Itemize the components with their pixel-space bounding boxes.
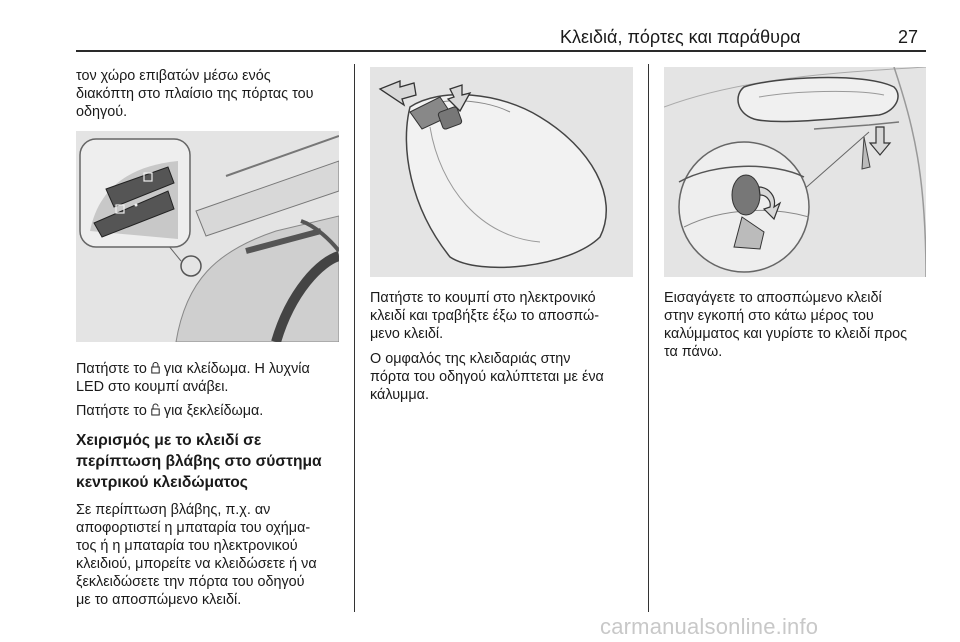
body-line-6: με το αποσπώμενο κλειδί. bbox=[76, 592, 242, 608]
col1-intro-line-2: διακόπτη στο πλαίσιο της πόρτας του bbox=[76, 86, 314, 102]
watermark: carmanualsonline.info bbox=[600, 614, 819, 639]
body-line-5: ξεκλειδώσετε την πόρτα του οδηγού bbox=[76, 574, 305, 590]
col2-p1-line-2: κλειδί και τραβήξτε έξω το αποσπώ- bbox=[370, 308, 600, 324]
door-handle-figure bbox=[664, 67, 926, 277]
header-rule bbox=[76, 50, 926, 52]
lock-instruction: Πατήστε το για κλείδωμα. Η λυχνία bbox=[76, 361, 310, 377]
column-divider-1 bbox=[354, 64, 355, 612]
key-fob-figure bbox=[370, 67, 633, 277]
col2-p2-line-1: Ο ομφαλός της κλειδαριάς στην bbox=[370, 351, 571, 367]
section-heading-line-3: κεντρικού κλειδώματος bbox=[76, 474, 248, 491]
col2-p2-line-3: κάλυμμα. bbox=[370, 387, 429, 403]
col3-p1-line-1: Εισαγάγετε το αποσπώμενο κλειδί bbox=[664, 290, 882, 306]
body-line-3: τος ή η μπαταρία του ηλεκτρονικού bbox=[76, 538, 298, 554]
body-line-1: Σε περίπτωση βλάβης, π.χ. αν bbox=[76, 502, 271, 518]
unlock-icon bbox=[151, 403, 160, 416]
col1-intro-line-1: τον χώρο επιβατών μέσω ενός bbox=[76, 68, 271, 84]
page-number: 27 bbox=[898, 27, 919, 47]
column-divider-2 bbox=[648, 64, 649, 612]
col3-p1-line-3: καλύμματος και γυρίστε το κλειδί προς bbox=[664, 326, 908, 342]
col2-p1-line-1: Πατήστε το κουμπί στο ηλεκτρονικό bbox=[370, 290, 596, 306]
body-line-2: αποφορτιστεί η μπαταρία του οχήμα- bbox=[76, 520, 311, 536]
body-line-4: κλειδιού, μπορείτε να κλειδώσετε ή να bbox=[76, 556, 317, 572]
lock-icon bbox=[151, 361, 160, 374]
section-heading-line-2: περίπτωση βλάβης στο σύστημα bbox=[76, 453, 322, 470]
col1-intro-line-3: οδηγού. bbox=[76, 104, 128, 120]
col2-p2-line-2: πόρτα του οδηγού καλύπτεται με ένα bbox=[370, 369, 604, 385]
col3-p1-line-2: στην εγκοπή στο κάτω μέρος του bbox=[664, 308, 874, 324]
header-title: Κλειδιά, πόρτες και παράθυρα bbox=[560, 27, 801, 47]
section-heading-line-1: Χειρισμός με το κλειδί σε bbox=[76, 432, 262, 449]
door-switch-figure bbox=[76, 131, 339, 342]
col2-p1-line-3: μενο κλειδί. bbox=[370, 326, 444, 342]
unlock-instruction: Πατήστε το για ξεκλείδωμα. bbox=[76, 403, 264, 419]
lock-instruction-line-2: LED στο κουμπί ανάβει. bbox=[76, 379, 229, 395]
col3-p1-line-4: τα πάνω. bbox=[664, 344, 723, 360]
